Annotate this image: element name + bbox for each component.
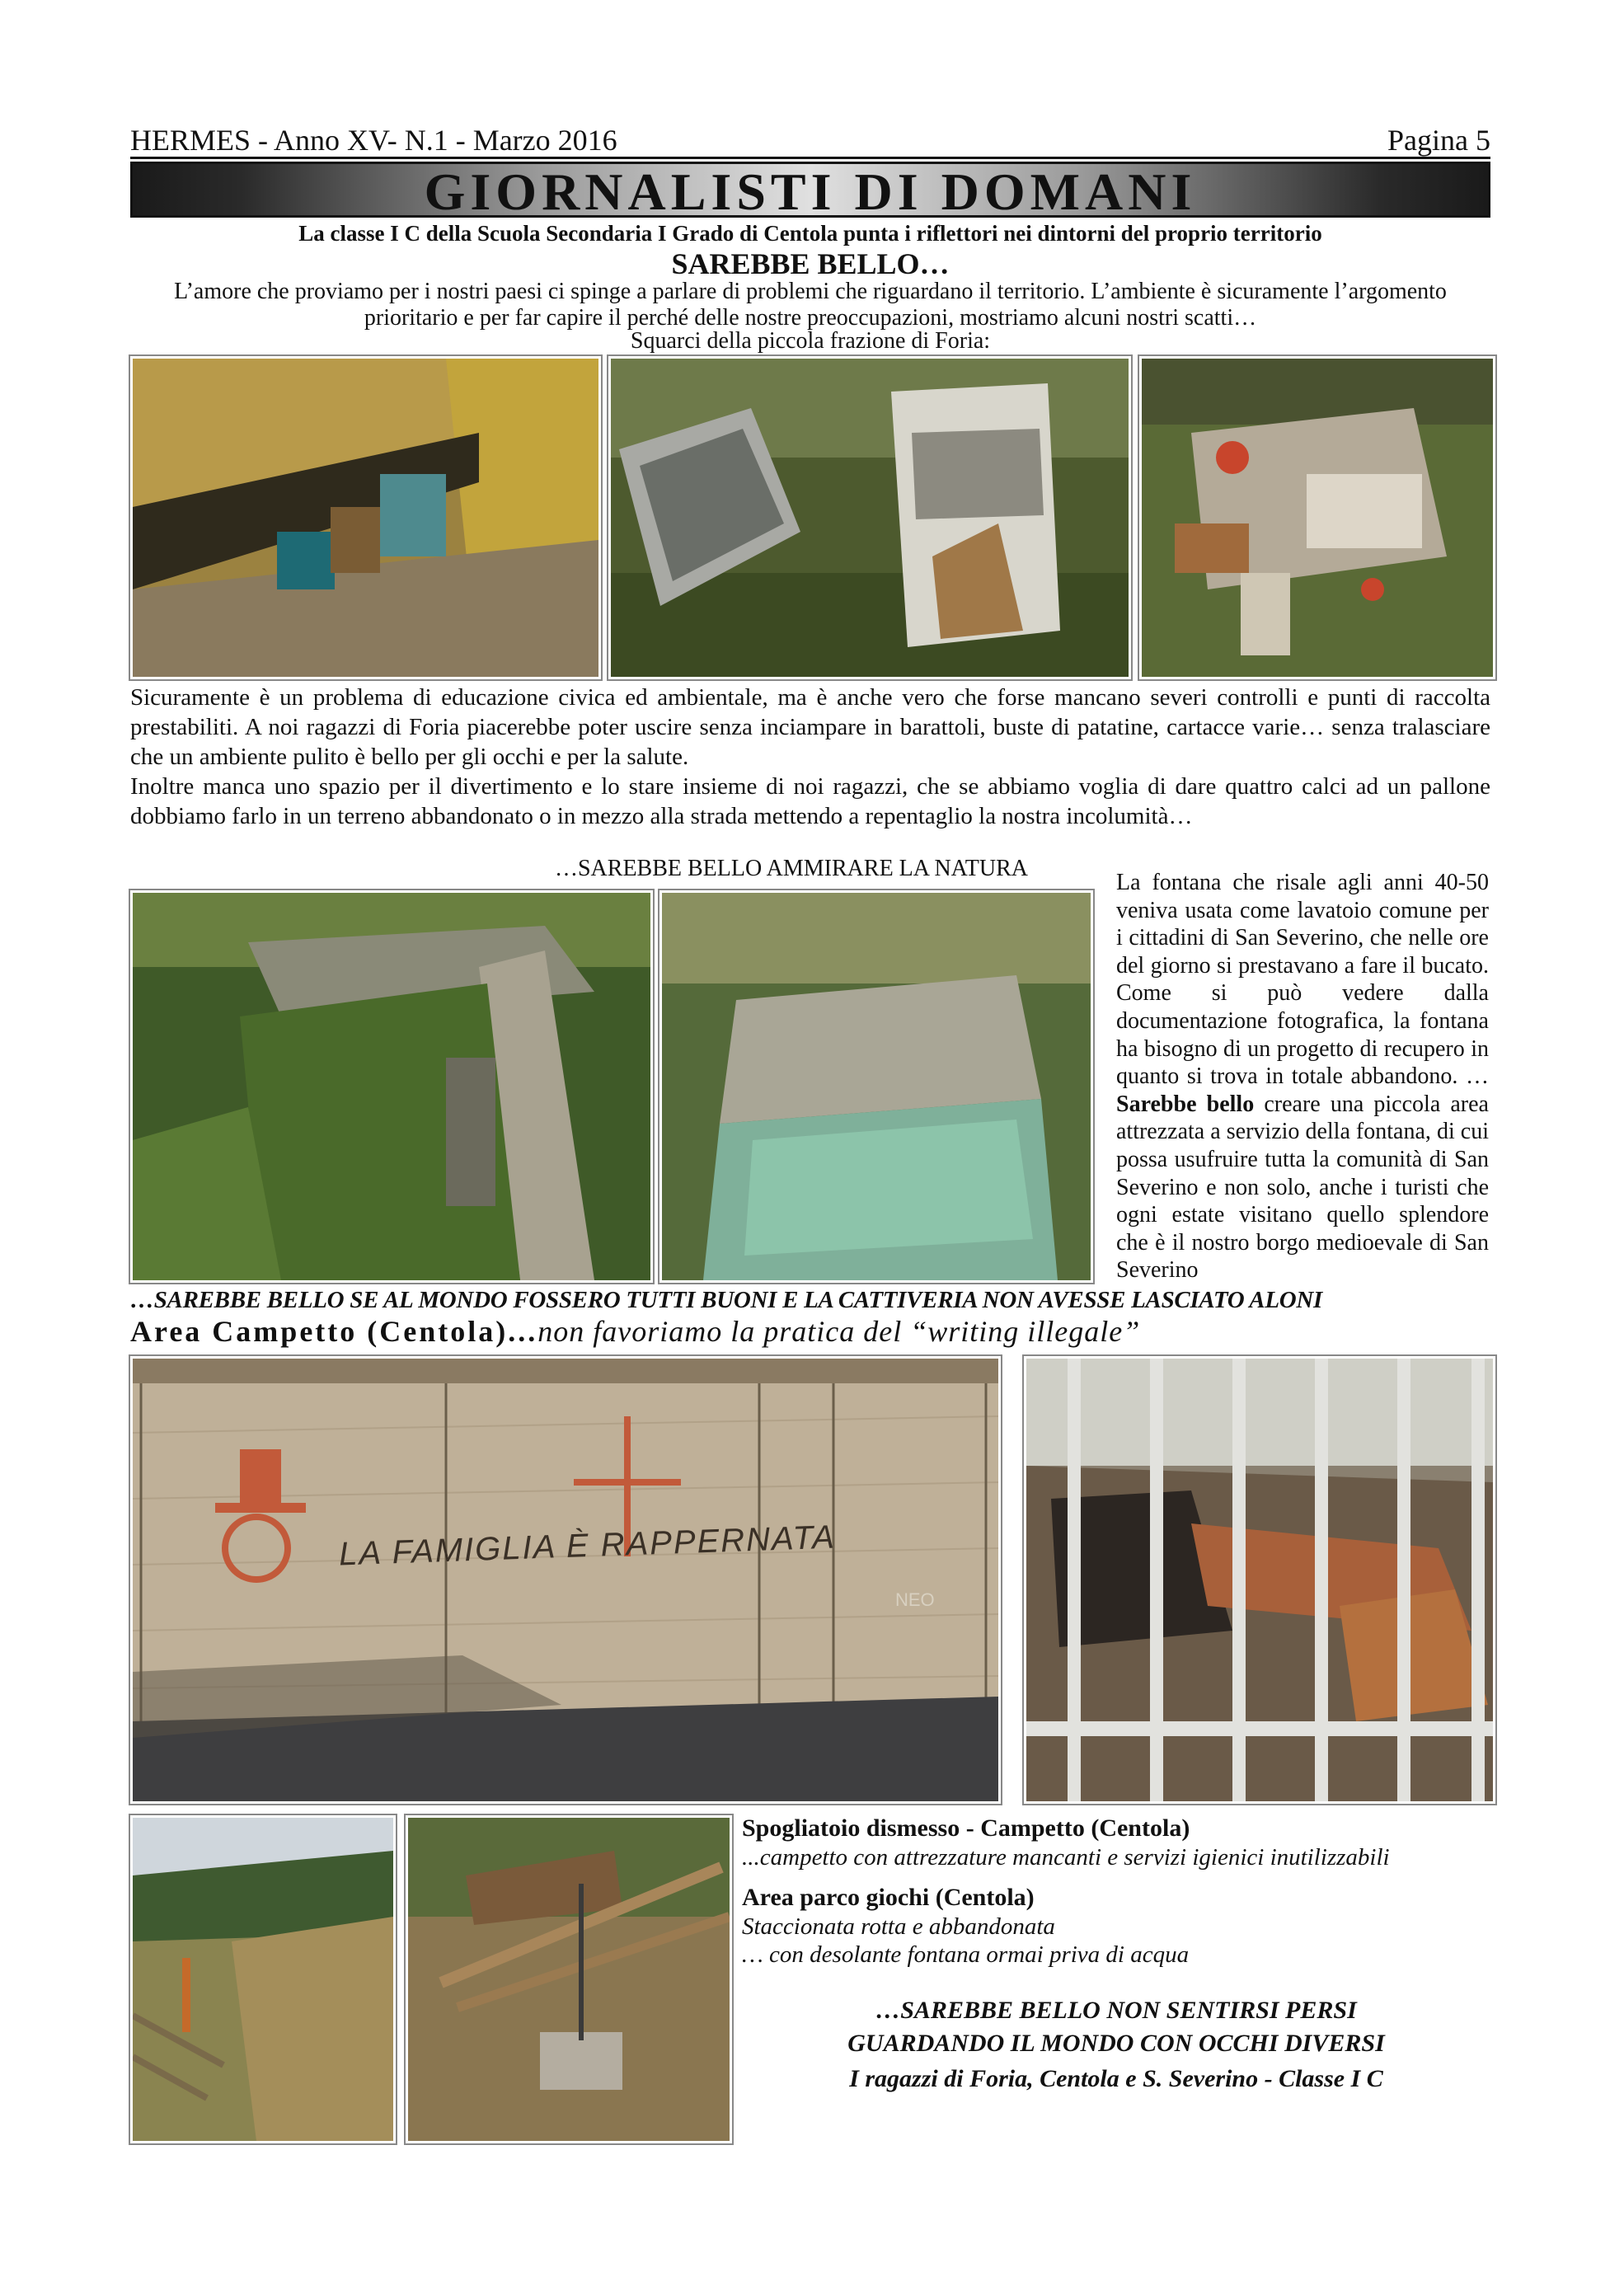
kicker: La classe I C della Scuola Secondaria I Grado di Centola punta i riflettori nei dintorni del proprio territorio	[298, 221, 1322, 246]
fountain-heading: …SAREBBE BELLO AMMIRARE LA NATURA	[554, 856, 1029, 881]
section-banner	[130, 162, 1490, 221]
campetto-subheading-italic: non favoriamo la pratica del “writing illegale”	[537, 1315, 1141, 1348]
campetto-heading: …SAREBBE BELLO SE AL MONDO FOSSERO TUTTI BUONI E LA CATTIVERIA NON AVESSE LASCIATO ALONI	[130, 1287, 1323, 1313]
body-paragraph-1: Sicuramente è un problema di educazione civica ed ambientale, ma è anche vero che forse mancano severi controlli e punti di raccolta prestabiliti. A noi ragazzi di Foria piacerebbe poter uscire senza inciampare in barattoli, buste di patatine, cartacce varie… senza tralasciare che un ambiente pulito è bello per gli occhi e per la salute.	[130, 684, 1490, 770]
photo-rubble-waste	[1139, 356, 1495, 679]
fountain-text-bold: Sarebbe bello	[1116, 1091, 1255, 1117]
photo-abandoned-fridge	[608, 356, 1131, 679]
caption-playground-line1: Staccionata rotta e abbandonata	[742, 1913, 1055, 1940]
masthead: HERMES - Anno XV- N.1 - Marzo 2016	[130, 124, 617, 157]
intro-line-1: L’amore che proviamo per i nostri paesi ci spinge a parlare di problemi che riguardano il territorio. L’ambiente è sicuramente l’argomento	[174, 279, 1447, 304]
header-rule	[130, 157, 1490, 159]
fountain-text-a: La fontana che risale agli anni 40-50 veniva usata come lavatoio comune per i cittadini di San Severino, che nelle ore del giorno si prestavano a fare il bucato. Come si può vedere dalla documentazione fotografica, la fontana ha bisogno di un progetto di recupero in quanto si trova in totale abbandono. …	[1116, 870, 1489, 1090]
body-paragraph-2: Inoltre manca uno spazio per il divertimento e lo stare insieme di noi ragazzi, che se abbiamo voglia di dare quattro calci ad un pallone dobbiamo farlo in un terreno abbandonato o in mezzo alla strada mettendo a repentaglio la nostra incolumità…	[130, 773, 1490, 829]
photo-locker-room	[1024, 1356, 1495, 1804]
section-title: GIORNALISTI DI DOMANI	[424, 162, 1197, 221]
closing-signature: I ragazzi di Foria, Centola e S. Severino - Classe I C	[849, 2065, 1383, 2092]
graffiti-tag: NEO	[895, 1589, 935, 1610]
article-title: SAREBBE BELLO…	[671, 247, 950, 280]
photo-broken-fence-fountain	[406, 1815, 732, 2143]
photo-fountain-overgrown	[130, 890, 653, 1283]
fountain-text-b: creare una piccola area attrezzata a servizio della fontana, di cui possa usufruire tutta la comunità di San Severino e non solo, anche i turisti che ogni estate visitano quello splendore che è il nostro borgo medioevale di San Severino	[1116, 1091, 1489, 1284]
graffiti-text: LA FAMIGLIA È RAPPERNATA	[338, 1519, 837, 1573]
intro-line-2: prioritario e per far capire il perché delle nostre preoccupazioni, mostriamo alcuni nostri scatti…	[364, 305, 1257, 331]
fountain-text	[1116, 869, 1489, 1284]
closing-line-2: GUARDANDO IL MONDO CON OCCHI DIVERSI	[847, 2030, 1385, 2057]
photo-abandoned-boxes	[130, 356, 601, 679]
photo-caption-foria: Squarci della piccola frazione di Foria:	[630, 328, 991, 354]
photo-playground	[130, 1815, 396, 2143]
campetto-subheading-label: Area Campetto (Centola)...	[130, 1315, 538, 1348]
photo-graffiti-wall	[130, 1356, 1001, 1804]
page-number: Pagina 5	[1387, 124, 1490, 157]
caption-locker-title: Spogliatoio dismesso - Campetto (Centola)	[742, 1814, 1190, 1842]
caption-playground-line2: … con desolante fontana ormai priva di acqua	[742, 1941, 1190, 1968]
closing-line-1: …SAREBBE BELLO NON SENTIRSI PERSI	[875, 1997, 1357, 2024]
caption-playground-title: Area parco giochi (Centola)	[742, 1884, 1035, 1911]
photo-fountain-water	[659, 890, 1093, 1283]
caption-locker-text: ...campetto con attrezzature mancanti e servizi igienici inutilizzabili	[742, 1844, 1390, 1871]
